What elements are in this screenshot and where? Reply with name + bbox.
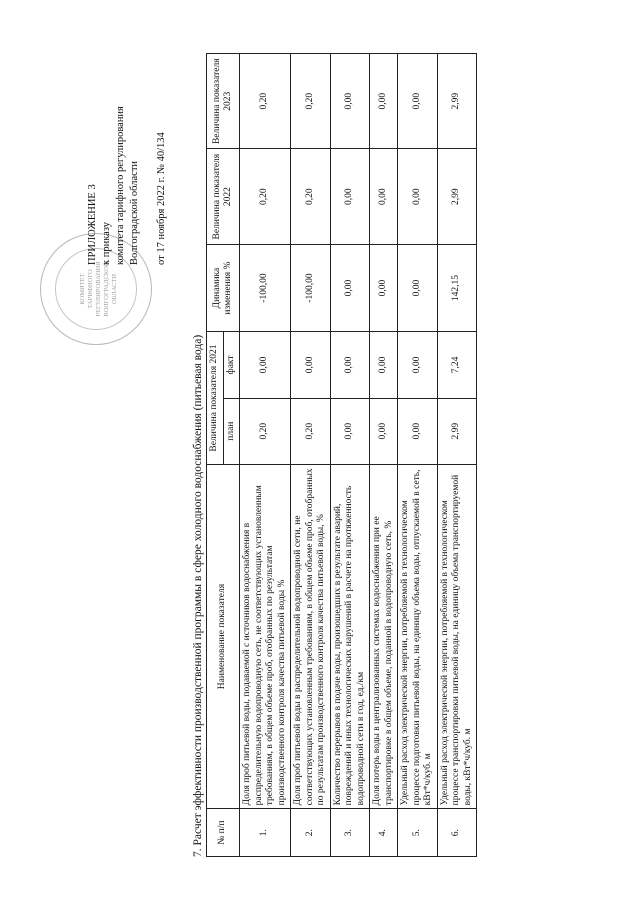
row-index: 2. [291, 809, 331, 857]
appendix-date: от 17 ноября 2022 г. № 40/134 [156, 132, 167, 265]
row-value-2023: 2,99 [437, 54, 477, 149]
header-name: Наименование показателя [207, 464, 240, 809]
header-value-2023: Величина показателя 2023 [207, 54, 240, 149]
row-value-2022: 0,00 [330, 149, 370, 244]
row-plan-2021: 2,99 [437, 398, 477, 464]
row-plan-2021: 0,00 [330, 398, 370, 464]
row-indicator-name: Доля потерь воды в централизованных системах водоснабжения при ее транспортировке в общем объеме, поданной в водопроводную сеть, % [370, 464, 398, 809]
row-index: 5. [398, 809, 438, 857]
row-value-2023: 0,00 [398, 54, 438, 149]
row-index: 3. [330, 809, 370, 857]
row-fact-2021: 0,00 [398, 332, 438, 398]
header-dynamics: Динамика изменения % [207, 244, 240, 331]
section-number: 7. [192, 848, 204, 857]
header-value-2022: Величина показателя 2022 [207, 149, 240, 244]
row-value-2023: 0,00 [330, 54, 370, 149]
row-index: 4. [370, 809, 398, 857]
appendix-line-1: к приказу [101, 222, 112, 265]
row-dynamics: 0,00 [398, 244, 438, 331]
table-row [398, 54, 438, 857]
row-dynamics: -100,00 [240, 244, 291, 331]
row-value-2023: 0,20 [291, 54, 331, 149]
row-indicator-name: Доля проб питьевой воды в распределительной водопроводной сети, не соответствующих установленным требованиям, в общем объеме проб, отобранных по результатам производственного контроля качества питьевой воды, % [291, 464, 331, 809]
appendix-header [86, 5, 169, 265]
table-row [240, 54, 291, 857]
table-row [330, 54, 370, 857]
row-value-2022: 2,99 [437, 149, 477, 244]
row-value-2023: 0,20 [240, 54, 291, 149]
section-title [192, 335, 204, 857]
header-idx: № п/п [207, 809, 240, 857]
header-value-2021: Величина показателя 2021 [207, 332, 224, 465]
table-row [437, 54, 477, 857]
row-dynamics: -100,00 [291, 244, 331, 331]
row-fact-2021: 7,24 [437, 332, 477, 398]
row-value-2022: 0,00 [398, 149, 438, 244]
row-value-2022: 0,00 [370, 149, 398, 244]
row-plan-2021: 0,00 [398, 398, 438, 464]
row-indicator-name: Удельный расход электрической энергии, потребляемой в технологическом процессе подготовки питьевой воды, на единицу объема воды, отпускаемой в сеть, кВт*ч/куб. м [398, 464, 438, 809]
row-indicator-name: Доля проб питьевой воды, подаваемой с источников водоснабжения в распределительную водопроводную сеть, не соответствующих установленным требованиям, в общем объеме проб, отобранных по результатам производственного контроля качества питьевой воды % [240, 464, 291, 809]
stamp-text: КОМИТЕТ ТАРИФНОГО РЕГУЛИРОВАНИЯ ВОЛГОГРАДСКОЙ ОБЛАСТИ [79, 261, 118, 317]
row-plan-2021: 0,20 [240, 398, 291, 464]
appendix-line-3: Волгоградской области [129, 160, 140, 265]
row-plan-2021: 0,20 [291, 398, 331, 464]
header-fact: факт [223, 332, 240, 398]
row-fact-2021: 0,00 [240, 332, 291, 398]
efficiency-table [206, 53, 477, 857]
row-value-2022: 0,20 [291, 149, 331, 244]
row-index: 6. [437, 809, 477, 857]
row-value-2023: 0,00 [370, 54, 398, 149]
row-dynamics: 142,15 [437, 244, 477, 331]
appendix-line-2: комитета тарифного регулирования [115, 106, 126, 265]
row-indicator-name: Количество перерывов в подаче воды, произошедших в результате аварий, повреждений и иных технологических нарушений в расчете на протяженность водопроводной сети в год, ед./км [330, 464, 370, 809]
header-plan: план [223, 398, 240, 464]
row-value-2022: 0,20 [240, 149, 291, 244]
row-dynamics: 0,00 [330, 244, 370, 331]
table-row [291, 54, 331, 857]
row-fact-2021: 0,00 [330, 332, 370, 398]
row-fact-2021: 0,00 [370, 332, 398, 398]
section-title-text: Расчет эффективности производственной программы в сфере холодного водоснабжения (питьевая вода) [192, 334, 204, 846]
row-plan-2021: 0,00 [370, 398, 398, 464]
row-index: 1. [240, 809, 291, 857]
appendix-title: ПРИЛОЖЕНИЕ 3 [87, 184, 98, 265]
table-row [370, 54, 398, 857]
row-dynamics: 0,00 [370, 244, 398, 331]
row-fact-2021: 0,00 [291, 332, 331, 398]
row-indicator-name: Удельный расход электрической энергии, потребляемой в технологическом процессе транспортировки питьевой воды, на единицу объема транспортируемой воды, кВт*ч/куб. м [437, 464, 477, 809]
